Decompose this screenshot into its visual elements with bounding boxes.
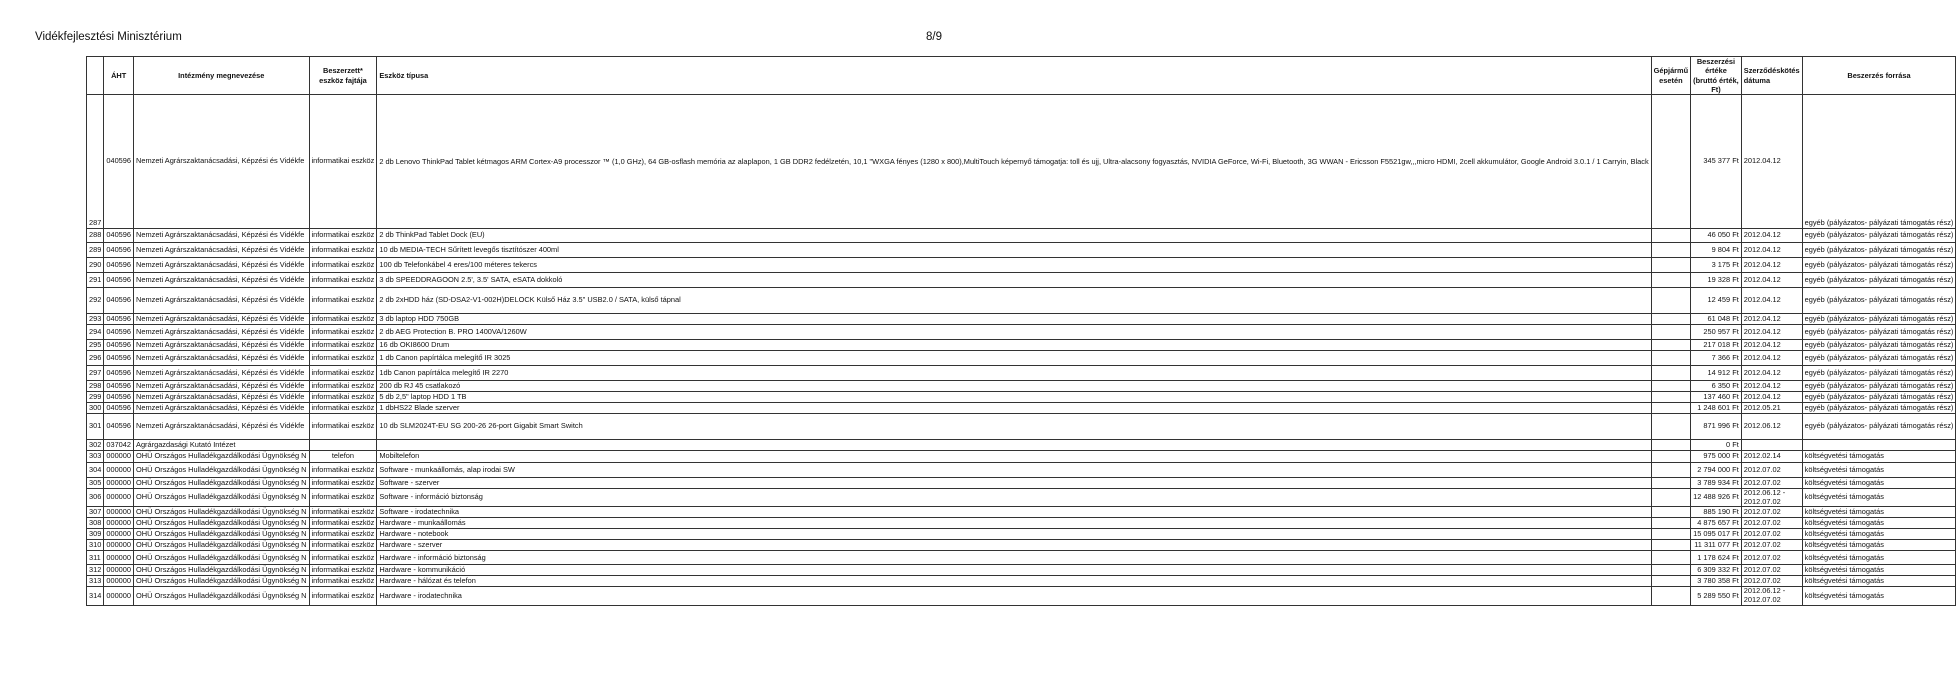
cell-car xyxy=(1651,325,1691,340)
cell-org: Nemzeti Agrárszaktanácsadási, Képzési és Vidékfe xyxy=(134,273,309,288)
cell-type: informatikai eszköz xyxy=(309,576,377,587)
col-header-aht: ÁHT xyxy=(104,57,134,95)
cell-type: informatikai eszköz xyxy=(309,540,377,551)
cell-aht: 040596 xyxy=(104,95,134,229)
cell-source: egyéb (pályázatos- pályázati támogatás rész) xyxy=(1802,273,1956,288)
col-header-model: Eszköz típusa xyxy=(377,57,1651,95)
cell-type: informatikai eszköz xyxy=(309,551,377,565)
cell-date: 2012.07.02 xyxy=(1741,565,1802,576)
cell-value: 11 311 077 Ft xyxy=(1691,540,1742,551)
cell-aht: 040596 xyxy=(104,366,134,381)
cell-model: 3 db laptop HDD 750GB xyxy=(377,314,1651,325)
cell-date: 2012.04.12 xyxy=(1741,95,1802,229)
ministry-title: Vidékfejlesztési Minisztérium xyxy=(35,31,182,43)
cell-org: OHÜ Országos Hulladékgazdálkodási Ügynökség N xyxy=(134,529,309,540)
cell-aht: 000000 xyxy=(104,576,134,587)
col-header-type: Beszerzett* eszköz fajtája xyxy=(309,57,377,95)
cell-date: 2012.04.12 xyxy=(1741,258,1802,273)
cell-source: költségvetési támogatás xyxy=(1802,463,1956,478)
cell-type: informatikai eszköz xyxy=(309,366,377,381)
cell-aht: 040596 xyxy=(104,273,134,288)
cell-date: 2012.06.12 - 2012.07.02 xyxy=(1741,489,1802,507)
cell-model: Software - információ biztonság xyxy=(377,489,1651,507)
cell-model: Software - irodatechnika xyxy=(377,507,1651,518)
cell-source: egyéb (pályázatos- pályázati támogatás rész) xyxy=(1802,229,1956,243)
cell-value: 6 350 Ft xyxy=(1691,381,1742,392)
cell-source: költségvetési támogatás xyxy=(1802,540,1956,551)
cell-no: 307 xyxy=(87,507,104,518)
cell-type: informatikai eszköz xyxy=(309,325,377,340)
table-row xyxy=(87,392,1956,403)
cell-source: költségvetési támogatás xyxy=(1802,551,1956,565)
cell-value: 61 048 Ft xyxy=(1691,314,1742,325)
cell-aht: 040596 xyxy=(104,403,134,414)
cell-aht: 040596 xyxy=(104,340,134,351)
cell-source: egyéb (pályázatos- pályázati támogatás rész) xyxy=(1802,243,1956,258)
cell-org: OHÜ Országos Hulladékgazdálkodási Ügynökség N xyxy=(134,478,309,489)
col-header-date: Szerződéskötés dátuma xyxy=(1741,57,1802,95)
cell-aht: 040596 xyxy=(104,314,134,325)
cell-org: Nemzeti Agrárszaktanácsadási, Képzési és Vidékfe xyxy=(134,229,309,243)
cell-model: Software - szerver xyxy=(377,478,1651,489)
table-row xyxy=(87,551,1956,565)
cell-date: 2012.02.14 xyxy=(1741,451,1802,463)
cell-no: 289 xyxy=(87,243,104,258)
cell-model: Hardware - notebook xyxy=(377,529,1651,540)
table-row xyxy=(87,451,1956,463)
table-row xyxy=(87,381,1956,392)
cell-no: 293 xyxy=(87,314,104,325)
cell-model: 1 dbHS22 Blade szerver xyxy=(377,403,1651,414)
cell-org: Nemzeti Agrárszaktanácsadási, Képzési és Vidékfe xyxy=(134,381,309,392)
cell-date: 2012.07.02 xyxy=(1741,551,1802,565)
cell-aht: 000000 xyxy=(104,565,134,576)
cell-model: Hardware - kommunikáció xyxy=(377,565,1651,576)
cell-org: Agrárgazdasági Kutató Intézet xyxy=(134,440,309,451)
cell-no: 295 xyxy=(87,340,104,351)
procurement-table xyxy=(86,56,1956,606)
cell-model: Mobiltelefon xyxy=(377,451,1651,463)
cell-no: 292 xyxy=(87,288,104,314)
cell-aht: 040596 xyxy=(104,229,134,243)
cell-org: OHÜ Országos Hulladékgazdálkodási Ügynökség N xyxy=(134,518,309,529)
cell-source: egyéb (pályázatos- pályázati támogatás rész) xyxy=(1802,366,1956,381)
table-row xyxy=(87,366,1956,381)
cell-value: 345 377 Ft xyxy=(1691,95,1742,229)
cell-no: 298 xyxy=(87,381,104,392)
cell-no: 313 xyxy=(87,576,104,587)
cell-source: egyéb (pályázatos- pályázati támogatás rész) xyxy=(1802,95,1956,229)
cell-model: Software - munkaállomás, alap irodai SW xyxy=(377,463,1651,478)
table-row xyxy=(87,314,1956,325)
cell-model: 100 db Telefonkábel 4 eres/100 méteres tekercs xyxy=(377,258,1651,273)
cell-type: informatikai eszköz xyxy=(309,414,377,440)
col-header-org: Intézmény megnevezése xyxy=(134,57,309,95)
table-row xyxy=(87,576,1956,587)
cell-value: 46 050 Ft xyxy=(1691,229,1742,243)
cell-value: 6 309 332 Ft xyxy=(1691,565,1742,576)
cell-value: 14 912 Ft xyxy=(1691,366,1742,381)
table-row xyxy=(87,587,1956,605)
cell-value: 0 Ft xyxy=(1691,440,1742,451)
cell-date: 2012.04.12 xyxy=(1741,314,1802,325)
cell-date: 2012.04.12 xyxy=(1741,340,1802,351)
cell-source: egyéb (pályázatos- pályázati támogatás rész) xyxy=(1802,351,1956,366)
cell-source: költségvetési támogatás xyxy=(1802,576,1956,587)
cell-date: 2012.04.12 xyxy=(1741,351,1802,366)
cell-date: 2012.06.12 - 2012.07.02 xyxy=(1741,587,1802,605)
col-header-car: Gépjármű esetén xyxy=(1651,57,1691,95)
table-row xyxy=(87,540,1956,551)
cell-type: informatikai eszköz xyxy=(309,314,377,325)
cell-aht: 037042 xyxy=(104,440,134,451)
cell-type: informatikai eszköz xyxy=(309,587,377,605)
cell-type: informatikai eszköz xyxy=(309,463,377,478)
table-row xyxy=(87,258,1956,273)
cell-model: 1 db Canon papírtálca melegítő IR 3025 xyxy=(377,351,1651,366)
cell-date: 2012.04.12 xyxy=(1741,273,1802,288)
cell-date: 2012.04.12 xyxy=(1741,243,1802,258)
cell-aht: 040596 xyxy=(104,414,134,440)
cell-model: 1db Canon papírtálca melegítő IR 2270 xyxy=(377,366,1651,381)
cell-car xyxy=(1651,507,1691,518)
cell-org: Nemzeti Agrárszaktanácsadási, Képzési és Vidékfe xyxy=(134,95,309,229)
cell-value: 1 178 624 Ft xyxy=(1691,551,1742,565)
cell-model: 200 db RJ 45 csatlakozó xyxy=(377,381,1651,392)
cell-model: 2 db AEG Protection B. PRO 1400VA/1260W xyxy=(377,325,1651,340)
cell-aht: 040596 xyxy=(104,325,134,340)
cell-type: informatikai eszköz xyxy=(309,273,377,288)
cell-no: 303 xyxy=(87,451,104,463)
cell-value: 12 459 Ft xyxy=(1691,288,1742,314)
cell-model: 3 db SPEEDDRAGOON 2.5', 3.5' SATA, eSATA dokkoló xyxy=(377,273,1651,288)
cell-value: 3 780 358 Ft xyxy=(1691,576,1742,587)
cell-org: Nemzeti Agrárszaktanácsadási, Képzési és Vidékfe xyxy=(134,314,309,325)
cell-no: 301 xyxy=(87,414,104,440)
cell-org: Nemzeti Agrárszaktanácsadási, Képzési és Vidékfe xyxy=(134,340,309,351)
cell-model: 2 db ThinkPad Tablet Dock (EU) xyxy=(377,229,1651,243)
cell-aht: 000000 xyxy=(104,507,134,518)
cell-model: 16 db OKI8600 Drum xyxy=(377,340,1651,351)
cell-car xyxy=(1651,440,1691,451)
table-row xyxy=(87,95,1956,229)
cell-org: OHÜ Országos Hulladékgazdálkodási Ügynökség N xyxy=(134,507,309,518)
cell-no: 305 xyxy=(87,478,104,489)
cell-no: 291 xyxy=(87,273,104,288)
table-row xyxy=(87,518,1956,529)
cell-type: informatikai eszköz xyxy=(309,288,377,314)
cell-model: Hardware - irodatechnika xyxy=(377,587,1651,605)
cell-source: költségvetési támogatás xyxy=(1802,489,1956,507)
cell-type: informatikai eszköz xyxy=(309,381,377,392)
cell-type: informatikai eszköz xyxy=(309,489,377,507)
cell-no: 310 xyxy=(87,540,104,551)
cell-no: 309 xyxy=(87,529,104,540)
cell-date xyxy=(1741,440,1802,451)
cell-org: Nemzeti Agrárszaktanácsadási, Képzési és Vidékfe xyxy=(134,366,309,381)
cell-type: telefon xyxy=(309,451,377,463)
cell-no: 311 xyxy=(87,551,104,565)
cell-value: 250 957 Ft xyxy=(1691,325,1742,340)
cell-car xyxy=(1651,529,1691,540)
cell-source: egyéb (pályázatos- pályázati támogatás rész) xyxy=(1802,403,1956,414)
cell-no: 299 xyxy=(87,392,104,403)
table-row xyxy=(87,340,1956,351)
cell-date: 2012.07.02 xyxy=(1741,518,1802,529)
cell-car xyxy=(1651,381,1691,392)
cell-car xyxy=(1651,451,1691,463)
cell-no: 304 xyxy=(87,463,104,478)
cell-car xyxy=(1651,95,1691,229)
cell-source: egyéb (pályázatos- pályázati támogatás rész) xyxy=(1802,325,1956,340)
cell-aht: 040596 xyxy=(104,288,134,314)
cell-type: informatikai eszköz xyxy=(309,95,377,229)
cell-org: Nemzeti Agrárszaktanácsadási, Képzési és Vidékfe xyxy=(134,414,309,440)
cell-source: költségvetési támogatás xyxy=(1802,518,1956,529)
cell-value: 7 366 Ft xyxy=(1691,351,1742,366)
cell-type: informatikai eszköz xyxy=(309,403,377,414)
cell-source: egyéb (pályázatos- pályázati támogatás rész) xyxy=(1802,381,1956,392)
cell-date: 2012.05.21 xyxy=(1741,403,1802,414)
cell-no: 290 xyxy=(87,258,104,273)
cell-model: Hardware - szerver xyxy=(377,540,1651,551)
cell-org: OHÜ Országos Hulladékgazdálkodási Ügynökség N xyxy=(134,551,309,565)
cell-car xyxy=(1651,288,1691,314)
cell-date: 2012.07.02 xyxy=(1741,478,1802,489)
cell-car xyxy=(1651,314,1691,325)
cell-date: 2012.07.02 xyxy=(1741,507,1802,518)
cell-type: informatikai eszköz xyxy=(309,507,377,518)
cell-org: OHÜ Országos Hulladékgazdálkodási Ügynökség N xyxy=(134,565,309,576)
cell-org: OHÜ Országos Hulladékgazdálkodási Ügynökség N xyxy=(134,576,309,587)
table-row xyxy=(87,565,1956,576)
cell-value: 885 190 Ft xyxy=(1691,507,1742,518)
col-header-no xyxy=(87,57,104,95)
cell-no: 312 xyxy=(87,565,104,576)
cell-date: 2012.07.02 xyxy=(1741,540,1802,551)
cell-aht: 000000 xyxy=(104,463,134,478)
cell-car xyxy=(1651,273,1691,288)
cell-type: informatikai eszköz xyxy=(309,518,377,529)
cell-org: Nemzeti Agrárszaktanácsadási, Képzési és Vidékfe xyxy=(134,403,309,414)
cell-org: OHÜ Országos Hulladékgazdálkodási Ügynökség N xyxy=(134,463,309,478)
cell-source: költségvetési támogatás xyxy=(1802,478,1956,489)
cell-source: költségvetési támogatás xyxy=(1802,587,1956,605)
table-body xyxy=(87,95,1956,606)
table-row xyxy=(87,489,1956,507)
cell-source: egyéb (pályázatos- pályázati támogatás rész) xyxy=(1802,392,1956,403)
cell-car xyxy=(1651,463,1691,478)
cell-value: 5 289 550 Ft xyxy=(1691,587,1742,605)
cell-org: OHÜ Országos Hulladékgazdálkodási Ügynökség N xyxy=(134,489,309,507)
cell-car xyxy=(1651,403,1691,414)
cell-type: informatikai eszköz xyxy=(309,340,377,351)
cell-type: informatikai eszköz xyxy=(309,229,377,243)
cell-no: 296 xyxy=(87,351,104,366)
cell-aht: 040596 xyxy=(104,243,134,258)
cell-source: költségvetési támogatás xyxy=(1802,507,1956,518)
cell-no: 302 xyxy=(87,440,104,451)
cell-aht: 040596 xyxy=(104,381,134,392)
cell-date: 2012.04.12 xyxy=(1741,381,1802,392)
cell-type: informatikai eszköz xyxy=(309,565,377,576)
cell-type: informatikai eszköz xyxy=(309,529,377,540)
cell-date: 2012.04.12 xyxy=(1741,229,1802,243)
cell-aht: 000000 xyxy=(104,451,134,463)
cell-value: 871 996 Ft xyxy=(1691,414,1742,440)
cell-source: egyéb (pályázatos- pályázati támogatás rész) xyxy=(1802,314,1956,325)
cell-no: 297 xyxy=(87,366,104,381)
cell-org: OHÜ Országos Hulladékgazdálkodási Ügynökség N xyxy=(134,587,309,605)
table-row xyxy=(87,478,1956,489)
cell-car xyxy=(1651,478,1691,489)
cell-value: 9 804 Ft xyxy=(1691,243,1742,258)
table-row xyxy=(87,440,1956,451)
cell-org: Nemzeti Agrárszaktanácsadási, Képzési és Vidékfe xyxy=(134,325,309,340)
cell-aht: 040596 xyxy=(104,351,134,366)
cell-org: Nemzeti Agrárszaktanácsadási, Képzési és Vidékfe xyxy=(134,258,309,273)
cell-org: Nemzeti Agrárszaktanácsadási, Képzési és Vidékfe xyxy=(134,243,309,258)
cell-car xyxy=(1651,258,1691,273)
cell-car xyxy=(1651,576,1691,587)
cell-no: 314 xyxy=(87,587,104,605)
cell-type: informatikai eszköz xyxy=(309,392,377,403)
cell-model: 5 db 2,5" laptop HDD 1 TB xyxy=(377,392,1651,403)
cell-value: 12 488 926 Ft xyxy=(1691,489,1742,507)
table-header-row xyxy=(87,57,1956,95)
cell-aht: 000000 xyxy=(104,518,134,529)
cell-car xyxy=(1651,340,1691,351)
cell-type xyxy=(309,440,377,451)
cell-value: 975 000 Ft xyxy=(1691,451,1742,463)
cell-source: egyéb (pályázatos- pályázati támogatás rész) xyxy=(1802,340,1956,351)
table-row xyxy=(87,325,1956,340)
cell-source: egyéb (pályázatos- pályázati támogatás rész) xyxy=(1802,288,1956,314)
cell-date: 2012.04.12 xyxy=(1741,325,1802,340)
cell-date: 2012.04.12 xyxy=(1741,392,1802,403)
cell-model: 2 db Lenovo ThinkPad Tablet kétmagos ARM Cortex-A9 processzor ™ (1,0 GHz), 64 GB-osflash memória az alaplapon, 1 GB DDR2 fedélzetén, 10,1 "WXGA fényes (1280 x 800),MultiTouch képernyő támogatja: toll és ujj, Ultra-alacsony fogyasztás, NVIDIA GeForce, Wi-Fi, Bluetooth, 3G WWAN - Ericsson F5521gw,,,micro HDMI, 2cell akkumulátor, Google Android 3.0.1 / 1 Carryin, Black xyxy=(377,95,1651,229)
table-row xyxy=(87,403,1956,414)
cell-car xyxy=(1651,540,1691,551)
cell-aht: 000000 xyxy=(104,551,134,565)
cell-aht: 000000 xyxy=(104,540,134,551)
cell-model: Hardware - hálózat és telefon xyxy=(377,576,1651,587)
cell-model: Hardware - információ biztonság xyxy=(377,551,1651,565)
cell-source: költségvetési támogatás xyxy=(1802,529,1956,540)
cell-car xyxy=(1651,243,1691,258)
table-row xyxy=(87,229,1956,243)
cell-value: 3 789 934 Ft xyxy=(1691,478,1742,489)
cell-no: 306 xyxy=(87,489,104,507)
cell-model xyxy=(377,440,1651,451)
cell-value: 4 875 657 Ft xyxy=(1691,518,1742,529)
cell-org: Nemzeti Agrárszaktanácsadási, Képzési és Vidékfe xyxy=(134,392,309,403)
cell-car xyxy=(1651,414,1691,440)
cell-no: 287 xyxy=(87,95,104,229)
cell-source xyxy=(1802,440,1956,451)
cell-org: Nemzeti Agrárszaktanácsadási, Képzési és Vidékfe xyxy=(134,351,309,366)
cell-car xyxy=(1651,551,1691,565)
page-number: 8/9 xyxy=(926,31,942,43)
cell-value: 1 248 601 Ft xyxy=(1691,403,1742,414)
cell-value: 137 460 Ft xyxy=(1691,392,1742,403)
cell-model: 10 db MEDIA-TECH Sűrített levegős tisztítószer 400ml xyxy=(377,243,1651,258)
cell-org: Nemzeti Agrárszaktanácsadási, Képzési és Vidékfe xyxy=(134,288,309,314)
cell-model: Hardware - munkaállomás xyxy=(377,518,1651,529)
cell-car xyxy=(1651,392,1691,403)
cell-source: egyéb (pályázatos- pályázati támogatás rész) xyxy=(1802,414,1956,440)
cell-aht: 040596 xyxy=(104,258,134,273)
cell-car xyxy=(1651,366,1691,381)
table-row xyxy=(87,288,1956,314)
cell-type: informatikai eszköz xyxy=(309,478,377,489)
cell-date: 2012.07.02 xyxy=(1741,529,1802,540)
cell-aht: 040596 xyxy=(104,392,134,403)
table-row xyxy=(87,529,1956,540)
cell-org: OHÜ Országos Hulladékgazdálkodási Ügynökség N xyxy=(134,540,309,551)
cell-type: informatikai eszköz xyxy=(309,351,377,366)
cell-model: 2 db 2xHDD ház (SD-DSA2-V1-002H)DELOCK Külső Ház 3.5" USB2.0 / SATA, külső tápnal xyxy=(377,288,1651,314)
table-row xyxy=(87,507,1956,518)
table-row xyxy=(87,273,1956,288)
cell-type: informatikai eszköz xyxy=(309,243,377,258)
cell-car xyxy=(1651,489,1691,507)
cell-car xyxy=(1651,229,1691,243)
cell-date: 2012.07.02 xyxy=(1741,463,1802,478)
col-header-value: Beszerzési értéke (bruttó érték, Ft) xyxy=(1691,57,1742,95)
cell-aht: 000000 xyxy=(104,478,134,489)
cell-org: OHÜ Országos Hulladékgazdálkodási Ügynökség N xyxy=(134,451,309,463)
cell-aht: 000000 xyxy=(104,489,134,507)
cell-type: informatikai eszköz xyxy=(309,258,377,273)
table-row xyxy=(87,463,1956,478)
cell-value: 217 018 Ft xyxy=(1691,340,1742,351)
cell-value: 2 794 000 Ft xyxy=(1691,463,1742,478)
cell-date: 2012.04.12 xyxy=(1741,288,1802,314)
cell-value: 3 175 Ft xyxy=(1691,258,1742,273)
table-row xyxy=(87,243,1956,258)
cell-source: költségvetési támogatás xyxy=(1802,451,1956,463)
col-header-source: Beszerzés forrása xyxy=(1802,57,1956,95)
cell-no: 308 xyxy=(87,518,104,529)
cell-value: 15 095 017 Ft xyxy=(1691,529,1742,540)
cell-no: 288 xyxy=(87,229,104,243)
cell-aht: 000000 xyxy=(104,529,134,540)
cell-model: 10 db SLM2024T-EU SG 200-26 26-port Gigabit Smart Switch xyxy=(377,414,1651,440)
cell-no: 300 xyxy=(87,403,104,414)
table-row xyxy=(87,351,1956,366)
cell-date: 2012.07.02 xyxy=(1741,576,1802,587)
cell-no: 294 xyxy=(87,325,104,340)
cell-source: költségvetési támogatás xyxy=(1802,565,1956,576)
cell-car xyxy=(1651,518,1691,529)
cell-value: 19 328 Ft xyxy=(1691,273,1742,288)
cell-car xyxy=(1651,587,1691,605)
cell-date: 2012.04.12 xyxy=(1741,366,1802,381)
table-row xyxy=(87,414,1956,440)
cell-source: egyéb (pályázatos- pályázati támogatás rész) xyxy=(1802,258,1956,273)
cell-aht: 000000 xyxy=(104,587,134,605)
cell-car xyxy=(1651,351,1691,366)
cell-date: 2012.06.12 xyxy=(1741,414,1802,440)
cell-car xyxy=(1651,565,1691,576)
